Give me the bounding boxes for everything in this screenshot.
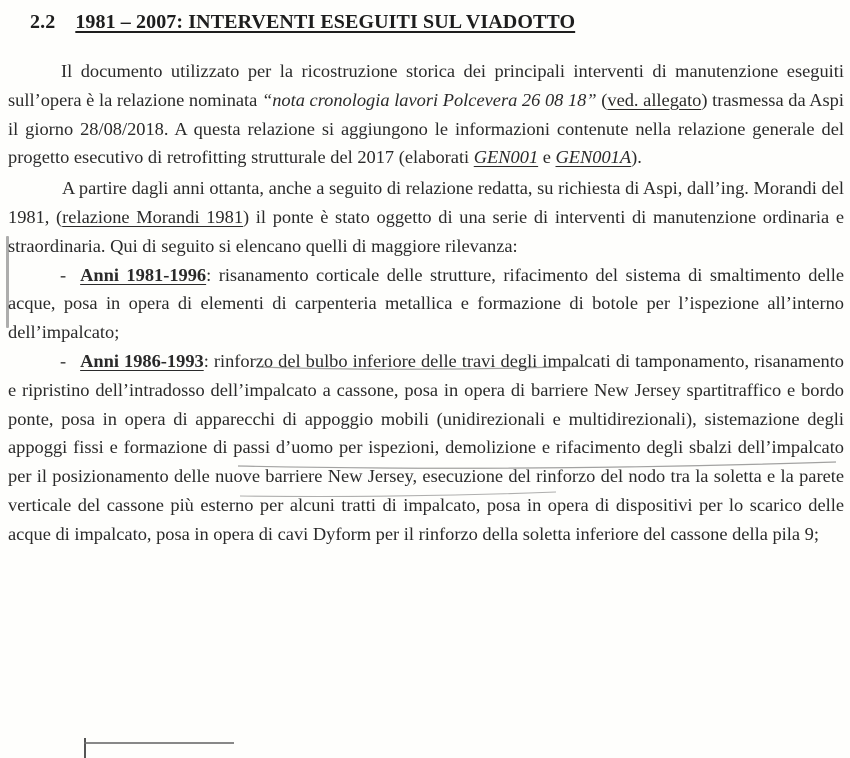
paragraph-text: ) il ponte è stato oggetto di una serie di interventi di manutenzione ordinaria e straordinaria. Qui di seguito si elencano quelli di maggiore rilevanza: bbox=[8, 206, 844, 256]
section-title: 1981 – 2007: INTERVENTI ESEGUITI SUL VIADOTTO bbox=[75, 11, 576, 33]
paragraph-text: Il documento utilizzato per la ricostruzione storica dei principali interventi di manutenzione eseguiti sull’opera è la relazione nominata bbox=[8, 61, 844, 110]
paragraph-text: ( bbox=[596, 89, 608, 110]
paragraph-source-document bbox=[8, 57, 844, 172]
quoted-report-name: “nota cronologia lavori Polcevera 26 08 18” bbox=[261, 89, 597, 110]
pencil-corner-mark bbox=[84, 738, 86, 758]
section-heading bbox=[30, 11, 575, 34]
list-dash: - bbox=[60, 264, 67, 285]
doc-ref-gen001a[interactable]: GEN001A bbox=[555, 147, 632, 168]
list-item-text: : risanamento corticale delle strutture, rifacimento del sistema di smaltimento delle acque, posa in opera di elementi di carpenteria metallica e formazione di botole per l’ispezione all’interno dell’impalcato; bbox=[8, 264, 844, 343]
list-item-years: Anni 1981-1996 bbox=[80, 264, 207, 285]
section-number: 2.2 bbox=[30, 11, 56, 33]
paragraph-text: A partire dagli anni ottanta, anche a seguito di relazione redatta, su richiesta di Aspi, dall’ing. Morandi del 1981, ( bbox=[8, 178, 844, 227]
paragraph-text: ). bbox=[631, 147, 642, 168]
paragraph-text: e bbox=[538, 147, 556, 168]
pencil-corner-line bbox=[84, 742, 234, 744]
list-item-1986-1993 bbox=[8, 347, 844, 549]
document-body bbox=[8, 57, 844, 549]
doc-ref-gen001[interactable]: GEN001 bbox=[473, 147, 539, 168]
list-item-text: : rinforzo del bulbo inferiore delle travi degli impalcati di tamponamento, risanamento e ripristino dell’intradosso dell’impalcato a cassone, posa in opera di barriere New Jersey spartitraffico e bordo ponte, posa in opera di apparecchi di appoggio mobili (unidirezionali e multidirezionali), sistemazione degli appoggi fissi e formazione di passi d’uomo per ispezioni, demolizione e rifacimento degli sbalzi dell’impalcato per il posizionamento delle nuove barriere New Jersey, esecuzione del rinforzo del nodo tra la soletta e la parete verticale del cassone più esterno per alcuni tratti di impalcato, posa in opera di dispositivi per lo scarico delle acque di impalcato, posa in opera di cavi Dyform per il rinforzo della soletta inferiore del cassone della pila 9; bbox=[8, 350, 844, 544]
paragraph-text: ) trasmessa da Aspi il giorno 28/08/2018. A questa relazione si aggiungono le informazioni contenute nella relazione generale del progetto esecutivo di retrofitting strutturale del 2017 (elaborati bbox=[8, 89, 844, 168]
list-dash: - bbox=[60, 350, 67, 371]
paragraph-interventions-intro bbox=[8, 174, 844, 260]
list-item-1981-1996 bbox=[8, 261, 844, 347]
morandi-report-link[interactable]: relazione Morandi 1981 bbox=[62, 206, 244, 227]
list-item-years: Anni 1986-1993 bbox=[80, 350, 204, 371]
attachment-link[interactable]: ved. allegato bbox=[607, 89, 702, 110]
